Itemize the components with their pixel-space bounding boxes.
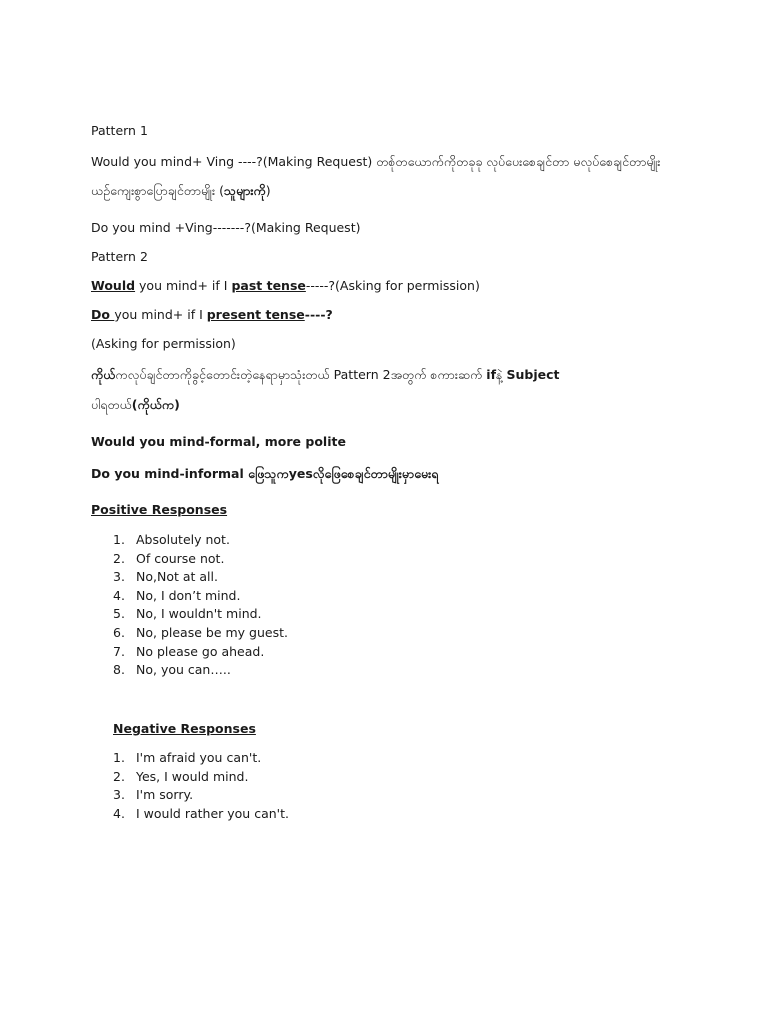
myanmar-explanation-cont xyxy=(91,397,180,413)
list-item: 3. I'm sorry. xyxy=(113,787,194,803)
list-item: 6. No, please be my guest. xyxy=(113,624,288,640)
would-end: -----?(Asking for permission) xyxy=(305,278,480,293)
do-word: Do xyxy=(91,307,115,322)
pattern1-heading: Pattern 1 xyxy=(91,123,148,138)
positive-responses-heading: Positive Responses xyxy=(91,502,228,517)
do-mid: you mind+ if I xyxy=(114,307,207,322)
mm-text2: နဲ့ xyxy=(496,367,507,382)
negative-responses-heading: Negative Responses xyxy=(113,721,256,736)
pattern1-do-you-mind: Do you mind +Ving-------?(Making Request) xyxy=(91,220,361,235)
pattern1-description-cont xyxy=(91,183,271,199)
list-item: 2. Yes, I would mind. xyxy=(113,768,249,784)
myanmar-explanation xyxy=(91,367,559,383)
formal-note: Would you mind-formal, more polite xyxy=(91,434,346,449)
mm2-bold: (ကိုယ်က) xyxy=(131,397,180,412)
list-item: 8. No, you can….. xyxy=(113,662,231,678)
past-tense: past tense xyxy=(231,278,306,293)
mm-text: ကလုပ်ချင်တာကိုခွင့်တောင်းတဲ့နေရာမှာသုံးတယ် Pattern 2အတွက် စကားဆက် xyxy=(115,367,487,382)
positive-responses-list xyxy=(113,531,288,680)
mm-subject: Subject xyxy=(506,367,560,382)
asking-permission: (Asking for permission) xyxy=(91,336,236,351)
would-word: Would xyxy=(91,278,136,293)
would-mid: you mind+ if I xyxy=(135,278,232,293)
pattern1-cont-text: ယဥ်ကျေးစွာပြောချင်တာမျိုး ( xyxy=(91,183,224,198)
do-end: ----? xyxy=(304,307,333,322)
list-item: 5. No, I wouldn't mind. xyxy=(113,606,262,622)
list-item: 1. Absolutely not. xyxy=(113,532,230,547)
list-item: 3. No,Not at all. xyxy=(113,569,218,585)
pattern2-do-line xyxy=(91,307,333,323)
pattern1-cont-end: ) xyxy=(265,183,271,198)
mm-bold-self: ကိုယ် xyxy=(91,367,116,382)
pattern2-would-line xyxy=(91,278,480,294)
list-item: 4. No, I don’t mind. xyxy=(113,587,241,603)
pattern2-heading: Pattern 2 xyxy=(91,249,148,264)
pattern1-description: Would you mind+ Ving ----?(Making Request) တစ်ုတယောက်ကိုတခုခု လုပ်ပေးစေချင်တာ မလုပ်စေချင်တာမျိုး xyxy=(91,154,661,169)
present-tense: present tense xyxy=(206,307,305,322)
list-item: 1. I'm afraid you can't. xyxy=(113,750,262,765)
mm-if: if xyxy=(486,367,497,382)
mm2-text: ပါရတယ် xyxy=(91,397,132,412)
negative-responses-list xyxy=(113,749,289,823)
pattern1-cont-bold: သူများကို xyxy=(224,183,266,198)
list-item: 2. Of course not. xyxy=(113,550,225,566)
informal-note: Do you mind-informal ဖြေသူကyesလိုဖြေစေချင်တာမျိုးမှာမေးရ xyxy=(91,466,439,481)
list-item: 7. No please go ahead. xyxy=(113,643,265,659)
list-item: 4. I would rather you can't. xyxy=(113,805,289,821)
